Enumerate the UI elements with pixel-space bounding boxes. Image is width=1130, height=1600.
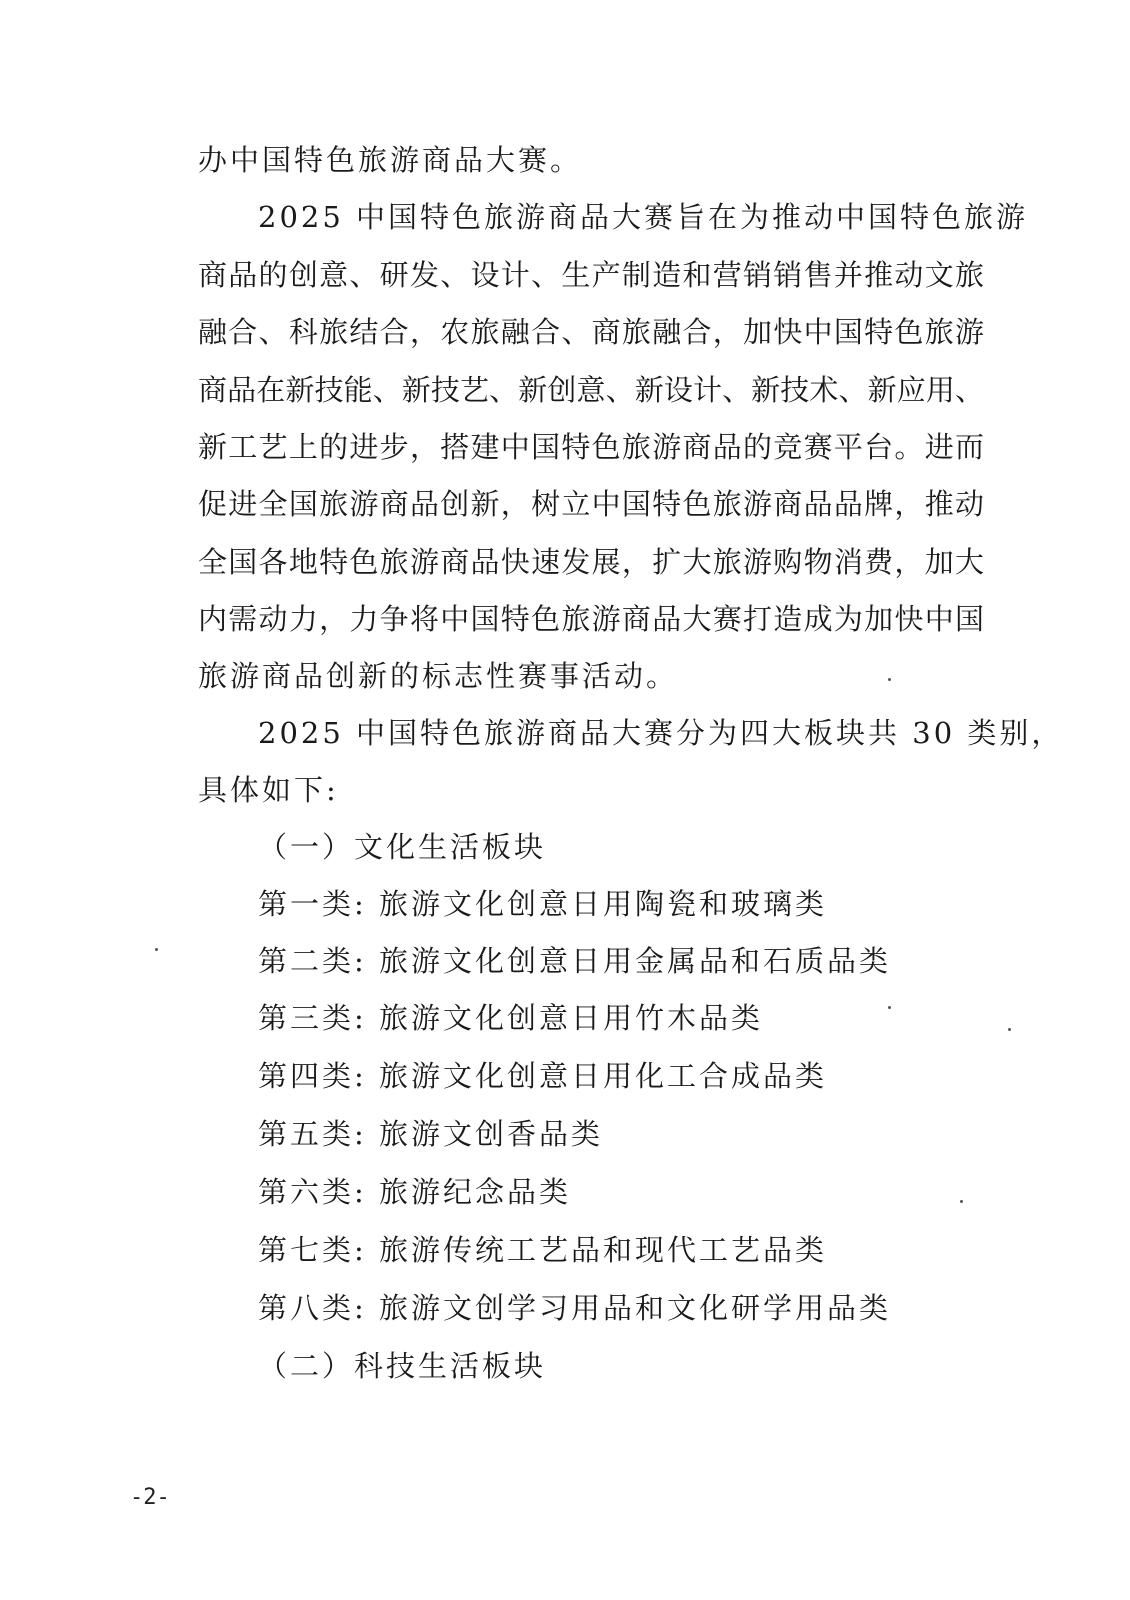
paragraph-line: 内需动力，力争将中国特色旅游商品大赛打造成为加快中国 (198, 602, 984, 636)
category-item: 第一类: 旅游文化创意日用陶瓷和玻璃类 (258, 887, 827, 921)
paragraph-line: 全国各地特色旅游商品快速发展，扩大旅游购物消费，加大 (198, 545, 984, 579)
paragraph-line: 2025 中国特色旅游商品大赛分为四大板块共 30 类别， (258, 716, 1064, 750)
paragraph-line: 2025 中国特色旅游商品大赛旨在为推动中国特色旅游 (258, 200, 1029, 234)
section-heading: （二）科技生活板块 (258, 1349, 547, 1383)
scan-speck (888, 678, 891, 681)
section-heading: （一）文化生活板块 (258, 830, 547, 864)
paragraph-line: 办中国特色旅游商品大赛。 (198, 143, 583, 177)
scan-speck (960, 1200, 963, 1203)
paragraph-line: 促进全国旅游商品创新，树立中国特色旅游商品品牌，推动 (198, 487, 984, 521)
category-item: 第四类: 旅游文化创意日用化工合成品类 (258, 1059, 827, 1093)
scan-speck (1008, 1028, 1011, 1031)
paragraph-line: 商品的创意、研发、设计、生产制造和营销销售并推动文旅 (198, 258, 984, 292)
paragraph-line: 旅游商品创新的标志性赛事活动。 (198, 659, 679, 693)
page-number: -2- (130, 1485, 170, 1510)
category-item: 第五类: 旅游文创香品类 (258, 1117, 603, 1151)
paragraph-line: 商品在新技能、新技艺、新创意、新设计、新技术、新应用、 (198, 373, 984, 407)
paragraph-line: 融合、科旅结合，农旅融合、商旅融合，加快中国特色旅游 (198, 315, 984, 349)
scan-speck (155, 948, 158, 951)
category-item: 第七类: 旅游传统工艺品和现代工艺品类 (258, 1233, 827, 1267)
paragraph-line: 具体如下: (198, 773, 339, 807)
scan-speck (888, 1006, 891, 1009)
category-item: 第八类: 旅游文创学习用品和文化研学用品类 (258, 1291, 891, 1325)
category-item: 第六类: 旅游纪念品类 (258, 1175, 571, 1209)
category-item: 第三类: 旅游文化创意日用竹木品类 (258, 1001, 763, 1035)
category-item: 第二类: 旅游文化创意日用金属品和石质品类 (258, 944, 891, 978)
paragraph-line: 新工艺上的进步，搭建中国特色旅游商品的竞赛平台。进而 (198, 430, 984, 464)
